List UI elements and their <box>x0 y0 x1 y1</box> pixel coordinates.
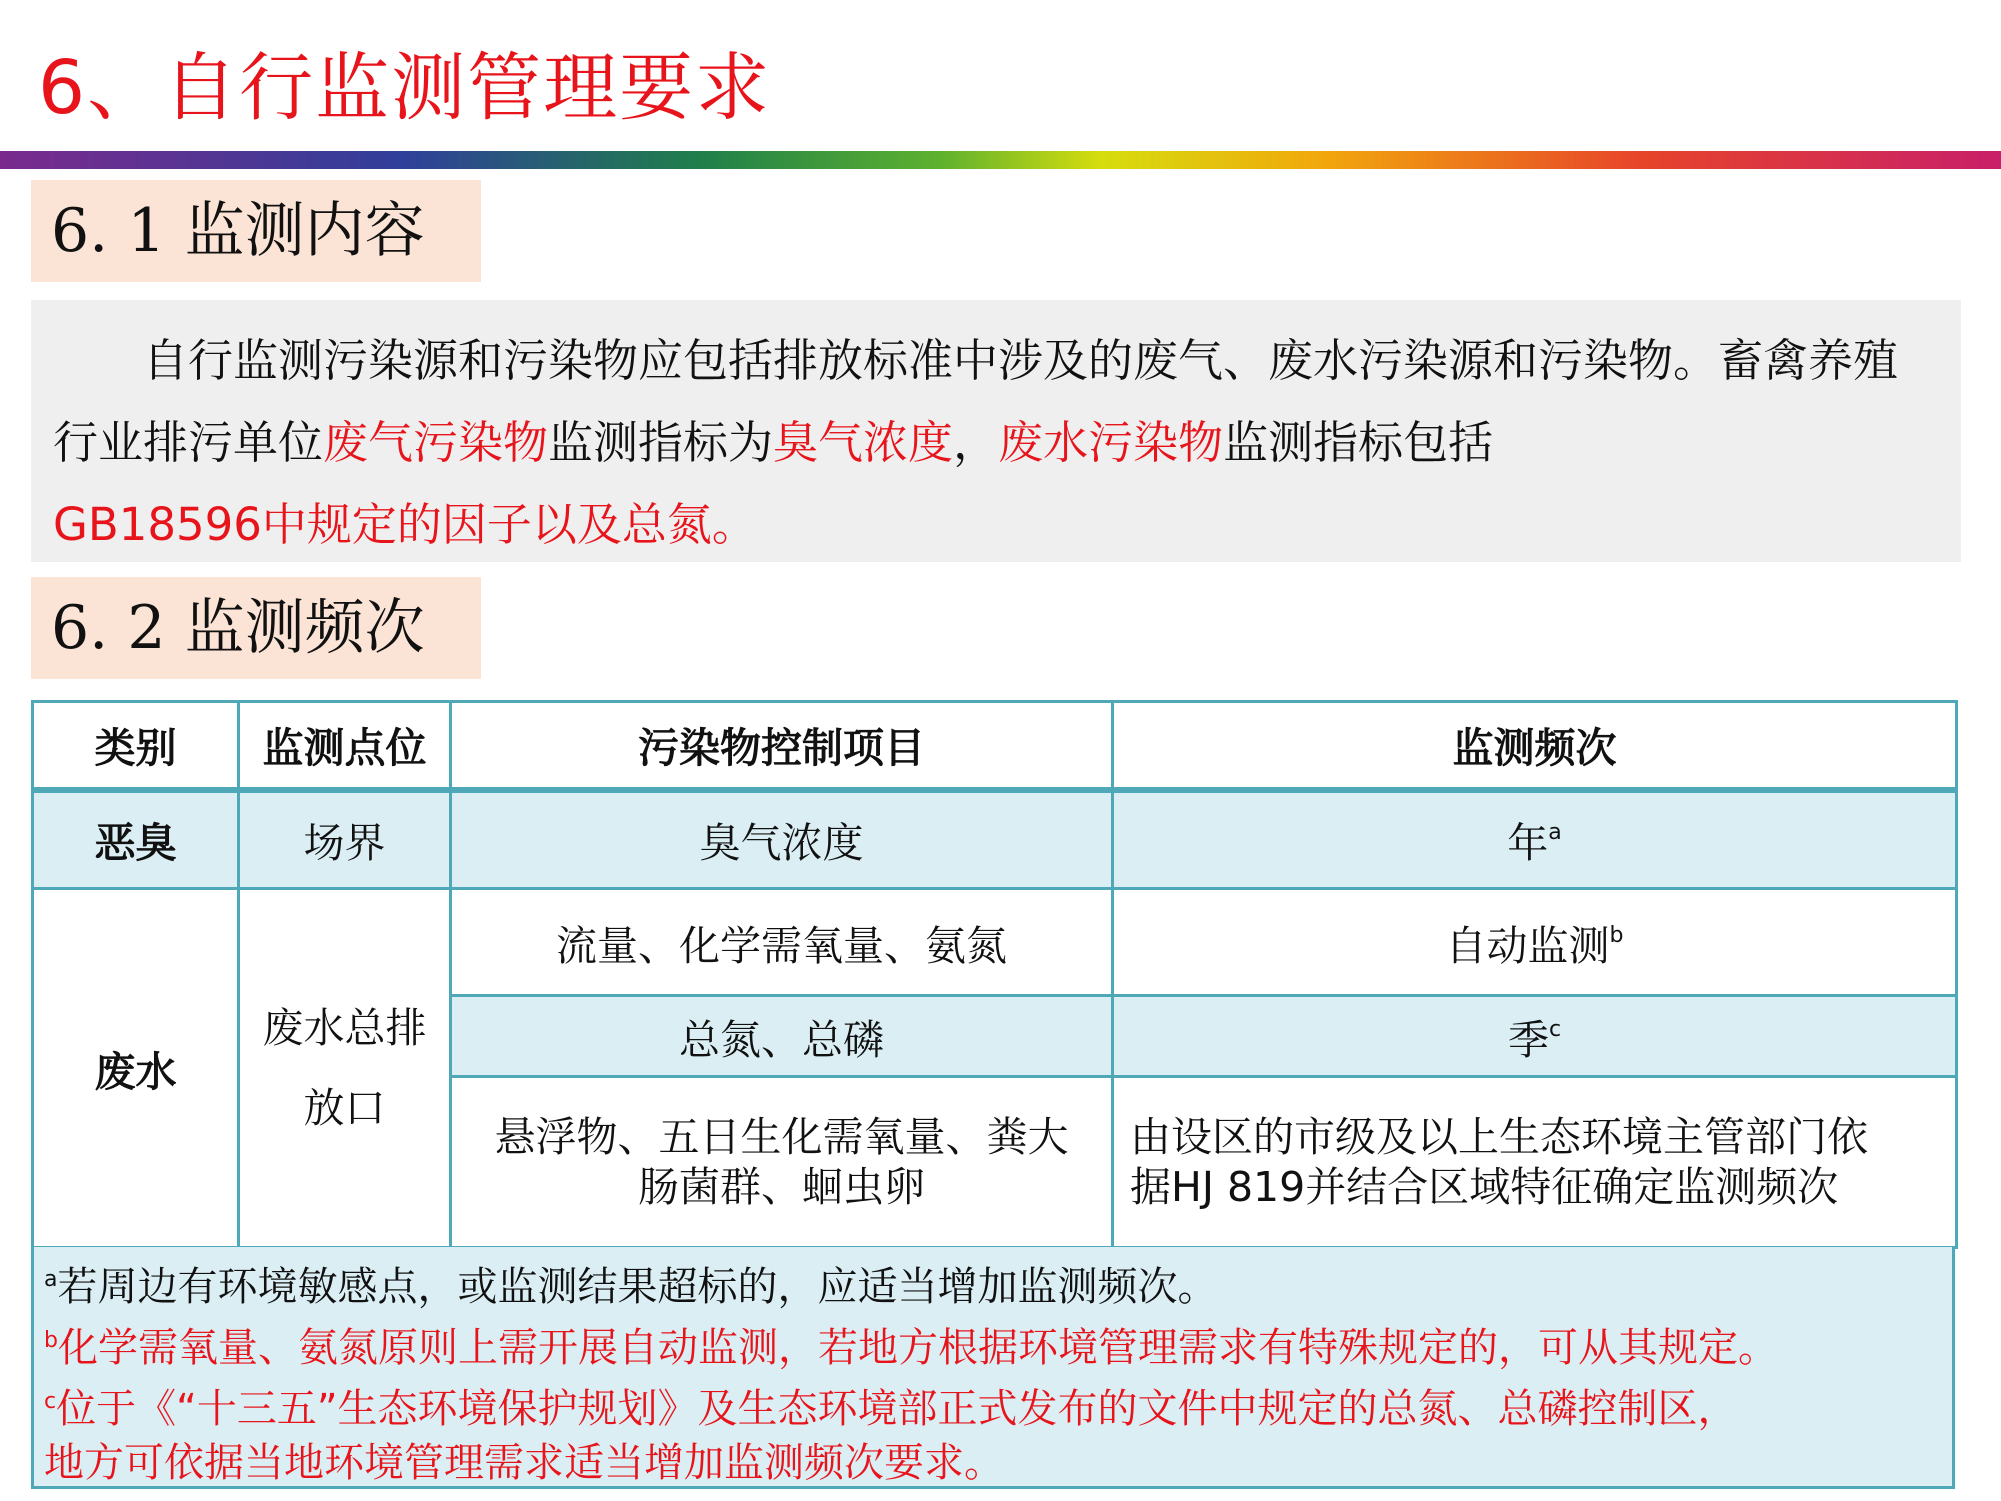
cell-category-wastewater: 废水 <box>33 889 239 1248</box>
paragraph-highlight-wastewater: 废水污染物 <box>998 416 1224 469</box>
footnote-text: 化学需氧量、氨氮原则上需开展自动监测，若地方根据环境管理需求有特殊规定的，可从其规定。 <box>57 1325 1778 1371</box>
cell-item-odor: 臭气浓度 <box>451 790 1113 889</box>
paragraph-highlight-standard: GB18596中规定的因子以及总氮。 <box>53 498 757 551</box>
paragraph-highlight-odor: 臭气浓度 <box>773 416 954 469</box>
paragraph-segment: 监测指标包括 <box>1223 416 1494 469</box>
section-heading-monitoring-frequency: 6. 2 监测频次 <box>31 577 481 679</box>
item-line-1: 悬浮物、五日生化需氧量、粪大 <box>494 1113 1069 1161</box>
cell-frequency-local-authority <box>1113 1077 1957 1248</box>
paragraph-segment: ， <box>953 416 999 469</box>
paragraph-highlight-waste-gas: 废气污染物 <box>323 416 549 469</box>
table-row-odor <box>33 790 1957 889</box>
header-frequency: 监测频次 <box>1113 702 1957 790</box>
table-header-row <box>33 702 1957 790</box>
footnote-mark: c <box>44 1389 57 1414</box>
item-line-2: 肠菌群、蛔虫卵 <box>638 1163 925 1211</box>
footnote-text: 地方可依据当地环境管理需求适当增加监测频次要求。 <box>44 1440 1004 1486</box>
location-line-2: 放口 <box>303 1084 386 1132</box>
footnote-a <box>44 1253 1942 1314</box>
frequency-text: 自动监测 <box>1445 921 1610 970</box>
cell-item-ss-bod-bacteria <box>451 1077 1113 1248</box>
monitoring-content-paragraph <box>31 300 1961 562</box>
footnote-b <box>44 1314 1942 1375</box>
footnote-mark: a <box>1548 820 1562 846</box>
cell-frequency-odor <box>1113 790 1957 889</box>
table-footnotes <box>31 1247 1955 1489</box>
footnote-mark: c <box>1548 1016 1562 1042</box>
cell-item-flow-cod-nh3: 流量、化学需氧量、氨氮 <box>451 889 1113 996</box>
cell-location-outfall <box>239 889 451 1248</box>
monitoring-frequency-table <box>31 700 1955 1249</box>
paragraph-segment: 自行监测污染源和污染物应包括排放标准中涉及的废气、废水污染源和污染物。畜禽养殖行业排污单位 <box>53 334 1899 469</box>
cell-location-boundary: 场界 <box>239 790 451 889</box>
location-line-1: 废水总排 <box>262 1004 427 1052</box>
frequency-line-2: 据HJ 819并结合区域特征确定监测频次 <box>1130 1163 1839 1211</box>
title-divider-bar <box>0 151 2001 169</box>
cell-item-tn-tp: 总氮、总磷 <box>451 996 1113 1077</box>
header-control-item: 污染物控制项目 <box>451 702 1113 790</box>
footnote-c <box>44 1375 1942 1436</box>
frequency-text: 年 <box>1507 819 1549 868</box>
header-location: 监测点位 <box>239 702 451 790</box>
paragraph-segment: 监测指标为 <box>548 416 774 469</box>
header-category: 类别 <box>33 702 239 790</box>
page-title: 6、自行监测管理要求 <box>38 45 772 131</box>
footnote-c-continued <box>44 1436 1942 1489</box>
footnote-mark: b <box>44 1328 58 1353</box>
frequency-text: 季 <box>1507 1015 1549 1064</box>
cell-frequency-quarter <box>1113 996 1957 1077</box>
footnote-mark: a <box>44 1267 58 1292</box>
footnote-text: 若周边有环境敏感点，或监测结果超标的，应适当增加监测频次。 <box>57 1264 1218 1310</box>
frequency-line-1: 由设区的市级及以上生态环境主管部门依 <box>1130 1113 1868 1161</box>
cell-frequency-auto <box>1113 889 1957 996</box>
footnote-mark: b <box>1609 922 1624 948</box>
section-heading-monitoring-content: 6. 1 监测内容 <box>31 180 481 282</box>
footnote-text: 位于《“十三五”生态环境保护规划》及生态环境部正式发布的文件中规定的总氮、总磷控制区， <box>56 1386 1738 1432</box>
table-row-wastewater-1 <box>33 889 1957 996</box>
cell-category-odor: 恶臭 <box>33 790 239 889</box>
